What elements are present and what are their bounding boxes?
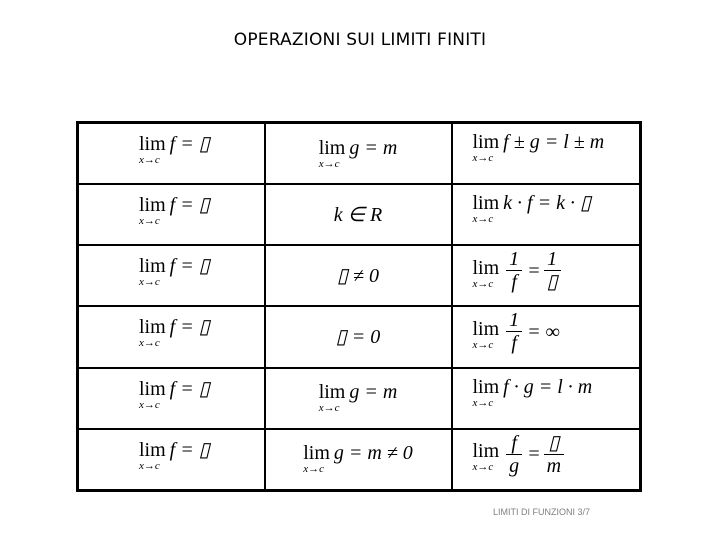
formula bbox=[266, 382, 451, 414]
hypothesis-2-cell bbox=[265, 123, 452, 185]
hypothesis-2-cell bbox=[265, 245, 452, 306]
expression: f = ▯ bbox=[169, 316, 210, 339]
lim-subscript: x→c bbox=[139, 276, 160, 289]
table-row bbox=[78, 306, 641, 367]
expression: f · g = l · m bbox=[503, 375, 593, 398]
lim-subscript: x→c bbox=[318, 402, 340, 415]
lim-operator bbox=[139, 379, 166, 411]
lim-word: lim bbox=[318, 136, 346, 159]
lim-operator bbox=[473, 132, 500, 164]
expression: k ∈ R bbox=[333, 203, 383, 226]
lim-operator bbox=[139, 256, 166, 288]
lim-operator bbox=[319, 382, 346, 414]
lim-word: lim bbox=[472, 440, 500, 463]
formula-inner bbox=[303, 443, 413, 475]
formula-inner bbox=[319, 138, 398, 170]
fraction bbox=[506, 309, 522, 354]
left-fraction bbox=[506, 432, 522, 477]
result-cell bbox=[452, 306, 641, 367]
lim-word: lim bbox=[139, 316, 166, 339]
hypothesis-f-cell bbox=[78, 245, 265, 306]
lim-operator bbox=[139, 195, 166, 227]
numerator: 1 bbox=[506, 248, 522, 271]
numerator: 1 bbox=[506, 309, 522, 332]
expression: f = ▯ bbox=[169, 438, 210, 461]
right-fraction bbox=[544, 248, 561, 293]
hypothesis-f-cell bbox=[78, 123, 265, 185]
hypothesis-2-cell bbox=[265, 306, 452, 367]
lim-word: lim bbox=[139, 255, 166, 278]
lim-word: lim bbox=[472, 317, 500, 340]
lim-subscript: x→c bbox=[139, 459, 160, 472]
formula bbox=[139, 134, 210, 166]
denominator: g bbox=[509, 454, 520, 477]
lim-subscript: x→c bbox=[472, 277, 494, 290]
formula bbox=[266, 266, 451, 286]
hypothesis-2-cell bbox=[265, 429, 452, 491]
left-fraction bbox=[506, 248, 522, 293]
table-row bbox=[78, 429, 641, 491]
equals-sign: = bbox=[527, 443, 541, 466]
lim-word: lim bbox=[472, 256, 500, 279]
lim-subscript: x→c bbox=[139, 215, 160, 228]
expression: g = m ≠ 0 bbox=[333, 442, 413, 465]
denominator: f bbox=[511, 271, 517, 294]
result-cell bbox=[452, 245, 641, 306]
hypothesis-2-cell bbox=[265, 184, 452, 245]
lim-subscript: x→c bbox=[472, 461, 494, 474]
formula bbox=[473, 432, 568, 477]
hypothesis-f-cell bbox=[78, 306, 265, 367]
lim-operator bbox=[473, 193, 500, 225]
lim-operator bbox=[139, 134, 166, 166]
lim-operator bbox=[473, 319, 500, 351]
formula bbox=[139, 379, 210, 411]
numerator: 1 bbox=[544, 248, 561, 271]
formula bbox=[139, 195, 210, 227]
formula-inner bbox=[319, 382, 398, 414]
formula bbox=[473, 132, 605, 164]
denominator: f bbox=[511, 332, 517, 355]
table-row bbox=[78, 123, 641, 185]
expression: ▯ = 0 bbox=[335, 326, 381, 349]
numerator: f bbox=[506, 432, 522, 455]
numerator: ▯ bbox=[544, 432, 564, 455]
limits-table bbox=[76, 121, 642, 492]
table-row bbox=[78, 368, 641, 429]
lim-subscript: x→c bbox=[472, 338, 494, 351]
lim-word: lim bbox=[318, 381, 346, 404]
lim-word: lim bbox=[139, 194, 166, 217]
lim-operator bbox=[473, 258, 500, 290]
formula bbox=[266, 138, 451, 170]
equals-sign: = bbox=[527, 259, 541, 282]
lim-subscript: x→c bbox=[318, 157, 340, 170]
lim-subscript: x→c bbox=[472, 396, 494, 409]
formula bbox=[139, 317, 210, 349]
lim-operator bbox=[139, 440, 166, 472]
formula bbox=[473, 248, 564, 293]
result-cell bbox=[452, 368, 641, 429]
expression: f ± g = l ± m bbox=[503, 131, 605, 153]
result-cell bbox=[452, 429, 641, 491]
lim-word: lim bbox=[472, 375, 500, 398]
hypothesis-f-cell bbox=[78, 429, 265, 491]
hypothesis-f-cell bbox=[78, 368, 265, 429]
formula bbox=[473, 309, 560, 354]
expression: f = ▯ bbox=[169, 255, 210, 278]
lim-word: lim bbox=[139, 377, 166, 400]
right-fraction bbox=[544, 432, 564, 477]
result-cell bbox=[452, 123, 641, 185]
lim-word: lim bbox=[139, 133, 166, 155]
denominator: ▯ bbox=[546, 271, 558, 294]
lim-subscript: x→c bbox=[303, 463, 324, 476]
lim-subscript: x→c bbox=[139, 154, 160, 166]
table-row bbox=[78, 245, 641, 306]
lim-subscript: x→c bbox=[472, 152, 494, 164]
formula bbox=[139, 256, 210, 288]
lim-subscript: x→c bbox=[139, 337, 160, 350]
expression: g = m bbox=[349, 136, 398, 159]
expression: g = m bbox=[349, 381, 398, 404]
hypothesis-2-cell bbox=[265, 368, 452, 429]
lim-operator bbox=[139, 317, 166, 349]
formula bbox=[473, 377, 593, 409]
expression: k · f = k · ▯ bbox=[503, 192, 591, 215]
lim-subscript: x→c bbox=[139, 398, 160, 411]
result-cell bbox=[452, 184, 641, 245]
lim-operator bbox=[303, 443, 330, 475]
formula bbox=[139, 440, 210, 472]
lim-operator bbox=[319, 138, 346, 170]
lim-subscript: x→c bbox=[472, 213, 494, 226]
formula bbox=[266, 327, 451, 347]
page-title: OPERAZIONI SUI LIMITI FINITI bbox=[233, 30, 487, 50]
formula bbox=[266, 443, 451, 475]
expression: f = ▯ bbox=[169, 377, 210, 400]
lim-operator bbox=[473, 377, 500, 409]
formula bbox=[473, 193, 591, 225]
lim-word: lim bbox=[472, 131, 500, 153]
expression: = ∞ bbox=[527, 320, 560, 343]
hypothesis-f-cell bbox=[78, 184, 265, 245]
lim-word: lim bbox=[139, 438, 166, 461]
limits-table-body bbox=[78, 123, 641, 491]
expression: f = ▯ bbox=[169, 133, 210, 155]
lim-operator bbox=[473, 441, 500, 473]
expression: ▯ ≠ 0 bbox=[337, 264, 379, 287]
page-footer: LIMITI DI FUNZIONI 3/7 bbox=[493, 507, 591, 517]
formula bbox=[266, 205, 451, 225]
lim-word: lim bbox=[472, 192, 500, 215]
table-row bbox=[78, 184, 641, 245]
lim-word: lim bbox=[303, 442, 330, 465]
expression: f = ▯ bbox=[169, 194, 210, 217]
denominator: m bbox=[546, 454, 562, 477]
